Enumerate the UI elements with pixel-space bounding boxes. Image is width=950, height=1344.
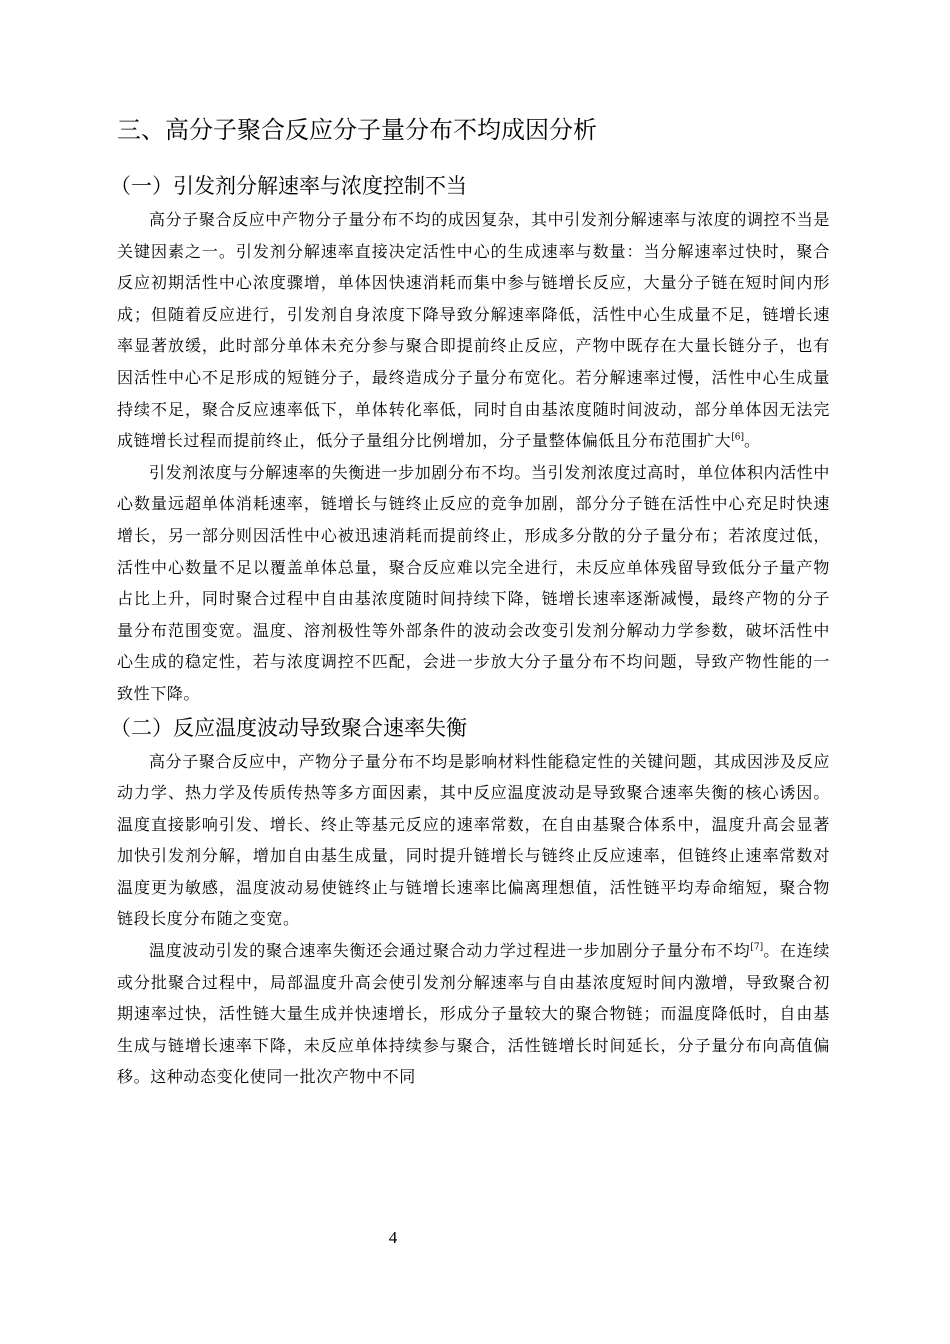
page-number: 4 xyxy=(388,1228,398,1247)
paragraph-text: 温度波动引发的聚合速率失衡还会通过聚合动力学过程进一步加剧分子量分布不均 xyxy=(149,941,751,961)
paragraph xyxy=(117,746,830,936)
subsection-title-1: （一）引发剂分解速率与浓度控制不当 xyxy=(110,174,467,198)
paragraph xyxy=(117,935,830,1093)
citation-reference: [6] xyxy=(731,432,744,443)
paragraph xyxy=(117,457,830,710)
page-content xyxy=(110,110,830,1093)
paragraph-text: 引发剂浓度与分解速率的失衡进一步加剧分布不均。当引发剂浓度过高时，单位体积内活性中心数量远超单体消耗速率，链增长与链终止反应的竞争加剧，部分分子链在活性中心充足时快速增长，另一部分则因活性中心被迅速消耗而提前终止，形成多分散的分子量分布；若浓度过低，活性中心数量不足以覆盖单体总量，聚合反应难以完全进行，未反应单体残留导致低分子量产物占比上升，同时聚合过程中自由基浓度随时间持续下降，链增长速率逐渐减慢，最终产物的分子量分布范围变宽。温度、溶剂极性等外部条件的波动会改变引发剂分解动力学参数，破坏活性中心生成的稳定性，若与浓度调控不匹配，会进一步放大分子量分布不均问题，导致产物性能的一致性下降。 xyxy=(117,462,830,703)
paragraph-tail: 。在连续或分批聚合过程中，局部温度升高会使引发剂分解速率与自由基浓度短时间内激增，导致聚合初期速率过快，活性链大量生成并快速增长，形成分子量较大的聚合物链；而温度降低时，自由基生成与链增长速率下降，未反应单体持续参与聚合，活性链增长时间延长，分子量分布向高值偏移。这种动态变化使同一批次产物中不同 xyxy=(117,941,830,1087)
paragraph-text: 高分子聚合反应中产物分子量分布不均的成因复杂，其中引发剂分解速率与浓度的调控不当是关键因素之一。引发剂分解速率直接决定活性中心的生成速率与数量：当分解速率过快时，聚合反应初期活性中心浓度骤增，单体因快速消耗而集中参与链增长反应，大量分子链在短时间内形成；但随着反应进行，引发剂自身浓度下降导致分解速率降低，活性中心生成量不足，链增长速率显著放缓，此时部分单体未充分参与聚合即提前终止反应，产物中既存在大量长链分子，也有因活性中心不足形成的短链分子，最终造成分子量分布宽化。若分解速率过慢，活性中心生成量持续不足，聚合反应速率低下，单体转化率低，同时自由基浓度随时间波动，部分单体因无法完成链增长过程而提前终止，低分子量组分比例增加，分子量整体偏低且分布范围扩大 xyxy=(117,210,830,451)
section-title: 三、高分子聚合反应分子量分布不均成因分析 xyxy=(117,116,597,144)
paragraph-tail: 。 xyxy=(743,431,761,451)
subsection-title-2: （二）反应温度波动导致聚合速率失衡 xyxy=(110,715,467,740)
paragraph-text: 高分子聚合反应中，产物分子量分布不均是影响材料性能稳定性的关键问题，其成因涉及反应动力学、热力学及传质传热等多方面因素，其中反应温度波动是导致聚合速率失衡的核心诱因。温度直接影响引发、增长、终止等基元反应的速率常数，在自由基聚合体系中，温度升高会显著加快引发剂分解，增加自由基生成量，同时提升链增长与链终止反应速率，但链终止速率常数对温度更为敏感，温度波动易使链终止与链增长速率比偏离理想值，活性链平均寿命缩短，聚合物链段长度分布随之变宽。 xyxy=(117,751,830,929)
citation-reference: [7] xyxy=(750,942,764,953)
paragraph xyxy=(117,204,830,457)
